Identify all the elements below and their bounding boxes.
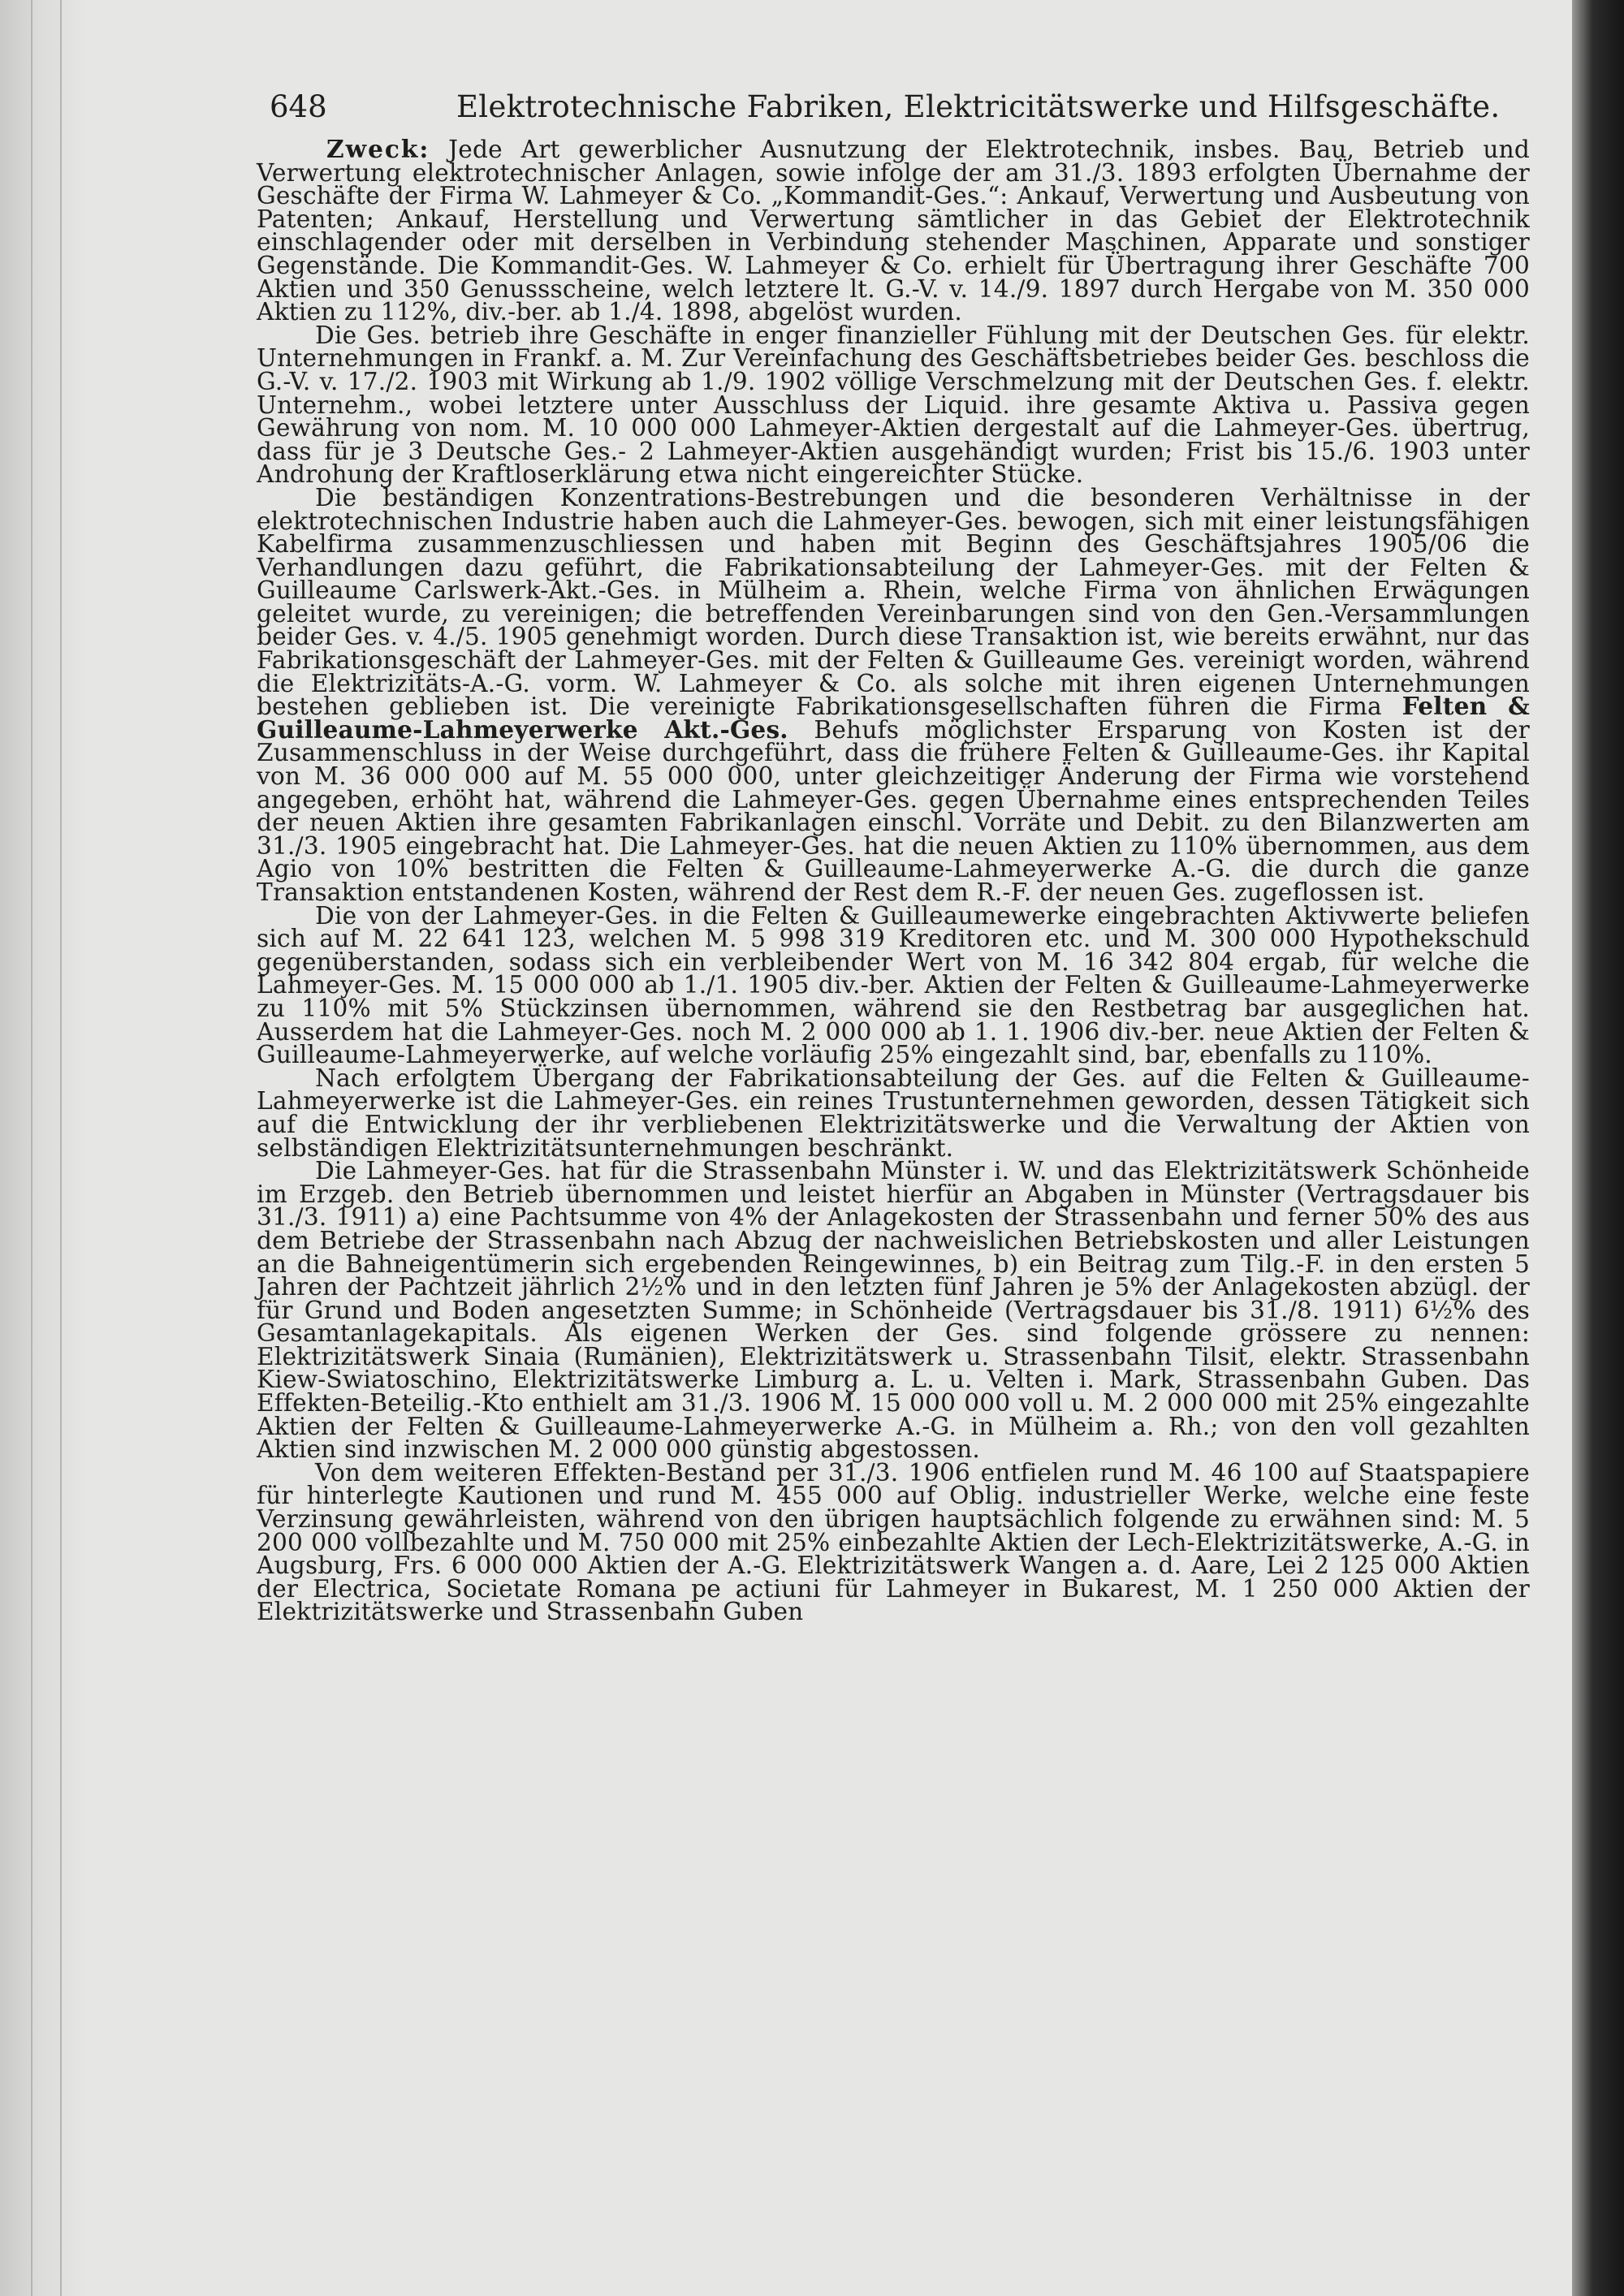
paragraph: Nach erfolgtem Übergang der Fabrikationsabteilung der Ges. auf die Felten & Guilleaume-Lahmeyerwerke ist die Lahmeyer-Ges. ein reines Trustunternehmen geworden, dessen Tätigkeit sich auf die Entwicklung der ihr verbliebenen Elektrizitätswerke und die Verwaltung der Aktien von selbständigen Elektrizitätsunternehmungen beschränkt. [257, 1064, 1530, 1162]
zweck-label: Zweck: [326, 135, 430, 163]
binding-line [31, 0, 32, 2296]
running-title: Elektrotechnische Fabriken, Elektricitätswerke und Hilfsgeschäfte. [456, 89, 1501, 124]
paragraph: Von dem weiteren Effekten-Bestand per 31./3. 1906 entfielen rund M. 46 100 auf Staatspapiere für hinterlegte Kautionen und rund M. 455 000 auf Oblig. industrieller Werke, welche eine feste Verzinsung gewährleisten, während von den übrigen hauptsächlich folgende zu erwähnen sind: M. 5 200 000 vollbezahlte und M. 750 000 mit 25% einbezahlte Aktien der Lech-Elektrizitätswerke, A.-G. in Augsburg, Frs. 6 000 000 Aktien der A.-G. Elektrizitätswerk Wangen a. d. Aare, Lei 2 125 000 Aktien der Electrica, Societate Romana pe actiuni für Lahmeyer in Bukarest, M. 1 250 000 Aktien der Elektrizitätswerke und Strassenbahn Guben [257, 1458, 1530, 1626]
paragraph: Die Lahmeyer-Ges. hat für die Strassenbahn Münster i. W. und das Elektrizitätswerk Schönheide im Erzgeb. den Betrieb übernommen und leistet hierfür an Abgaben in Münster (Vertragsdauer bis 31./3. 1911) a) eine Pachtsumme von 4% der Anlagekosten der Strassenbahn und ferner 50% des aus dem Betriebe der Strassenbahn nach Abzug der nachweislichen Betriebskosten und aller Leistungen an die Bahneigentümerin sich ergebenden Reingewinnes, b) ein Beitrag zum Tilg.-F. in den ersten 5 Jahren der Pachtzeit jährlich 2½% und in den letzten fünf Jahren je 5% der Anlagekosten abzügl. der für Grund und Boden angesetzten Summe; in Schönheide (Vertragsdauer bis 31./8. 1911) 6½% des Gesamtanlagekapitals. Als eigenen Werken der Ges. sind folgende grössere zu nennen: Elektrizitätswerk Sinaia (Rumänien), Elektrizitätswerk u. Strassenbahn Tilsit, elektr. Strassenbahn Kiew-Swiatoschino, Elektrizitätswerke Limburg a. L. u. Velten i. Mark, Strassenbahn Guben. Das Effekten-Beteilig.-Kto enthielt am 31./3. 1906 M. 15 000 000 voll u. M. 2 000 000 mit 25% eingezahlte Aktien der Felten & Guilleaume-Lahmeyerwerke A.-G. in Mülheim a. Rh.; von den voll gezahlten Aktien sind inzwischen M. 2 000 000 günstig abgestossen. [257, 1157, 1530, 1464]
page-edge-shadow [1572, 0, 1624, 2296]
paragraph-merger [257, 483, 1530, 906]
book-binding-shadow [0, 0, 89, 2296]
paragraph-text: Jede Art gewerblicher Ausnutzung der Elektrotechnik, insbes. Bau, Betrieb und Verwertung elektrotechnischer Anlagen, sowie infolge der am 31./3. 1893 erfolgten Übernahme der Geschäfte der Firma W. Lahmeyer & Co. „Kommandit-Ges.“: Ankauf, Verwertung und Ausbeutung von Patenten; Ankauf, Herstellung und Verwertung sämtlicher in das Gebiet der Elektrotechnik einschlagender oder mit derselben in Verbindung stehender Maschinen, Apparate und sonstiger Gegenstände. Die Kommandit-Ges. W. Lahmeyer & Co. erhielt für Übertragung ihrer Geschäfte 700 Aktien und 350 Genussscheine, welch letztere lt. G.-V. v. 14./9. 1897 durch Hergabe von M. 350 000 Aktien zu 112%, div.-ber. ab 1./4. 1898, abgelöst wurden. [257, 136, 1530, 326]
binding-line [60, 0, 62, 2296]
body-text [257, 135, 1530, 1626]
page-number: 648 [270, 89, 327, 124]
firm-name: Felten & Guilleaume-Lahmeyerwerke Akt.-Ges. [257, 692, 1530, 744]
paragraph: Die Ges. betrieb ihre Geschäfte in enger finanzieller Fühlung mit der Deutschen Ges. für elektr. Unternehmungen in Frankf. a. M. Zur Vereinfachung des Geschäftsbetriebes beider Ges. beschloss die G.-V. v. 17./2. 1903 mit Wirkung ab 1./9. 1902 völlige Verschmelzung mit der Deutschen Ges. f. elektr. Unternehm., wobei letztere unter Ausschluss der Liquid. ihre gesamte Aktiva u. Passiva gegen Gewährung von nom. M. 10 000 000 Lahmeyer-Aktien dergestalt auf die Lahmeyer-Ges. übertrug, dass für je 3 Deutsche Ges.- 2 Lahmeyer-Aktien ausgehändigt wurden; Frist bis 15./6. 1903 unter Androhung der Kraftloserklärung etwa nicht eingereichter Stücke. [257, 321, 1530, 489]
paragraph-zweck [257, 135, 1530, 326]
paragraph-text: Behufs möglichster Ersparung von Kosten ist der Zusammenschluss in der Weise durchgeführt, dass die frühere Felten & Guilleaume-Ges. ihr Kapital von M. 36 000 000 auf M. 55 000 000, unter gleichzeitiger Änderung der Firma wie vorstehend angegeben, erhöht hat, während die Lahmeyer-Ges. gegen Übernahme eines entsprechenden Teiles der neuen Aktien ihre gesamten Fabrikanlagen einschl. Vorräte und Debit. zu den Bilanzwerten am 31./3. 1905 eingebracht hat. Die Lahmeyer-Ges. hat die neuen Aktien zu 110% übernommen, aus dem Agio von 10% bestritten die Felten & Guilleaume-Lahmeyerwerke A.-G. die durch die ganze Transaktion entstandenen Kosten, während der Rest dem R.-F. der neuen Ges. zugeflossen ist. [257, 715, 1530, 906]
paragraph-text: Die beständigen Konzentrations-Bestrebungen und die besonderen Verhältnisse in der elektrotechnischen Industrie haben auch die Lahmeyer-Ges. bewogen, sich mit einer leistungsfähigen Kabelfirma zusammenzuschliessen und haben mit Beginn des Geschäftsjahres 1905/06 die Verhandlungen dazu geführt, die Fabrikationsabteilung der Lahmeyer-Ges. mit der Felten & Guilleaume Carlswerk-Akt.-Ges. in Mülheim a. Rhein, welche Firma von ähnlichen Erwägungen geleitet wurde, zu vereinigen; die betreffenden Vereinbarungen sind von den Gen.-Versammlungen beider Ges. v. 4./5. 1905 genehmigt worden. Durch diese Transaktion ist, wie bereits erwähnt, nur das Fabrikationsgeschäft der Lahmeyer-Ges. mit der Felten & Guilleaume Ges. vereinigt worden, während die Elektrizitäts-A.-G. vorm. W. Lahmeyer & Co. als solche mit ihren eigenen Unternehmungen bestehen geblieben ist. Die vereinigte Fabrikationsgesellschaften führen die Firma [257, 483, 1530, 721]
running-header [257, 84, 1530, 130]
paragraph: Die von der Lahmeyer-Ges. in die Felten & Guilleaumewerke eingebrachten Aktivwerte beliefen sich auf M. 22 641 123, welchen M. 5 998 319 Kreditoren etc. und M. 300 000 Hypothekschuld gegenüberstanden, sodass sich ein verbleibender Wert von M. 16 342 804 ergab, für welche die Lahmeyer-Ges. M. 15 000 000 ab 1./1. 1905 div.-ber. Aktien der Felten & Guilleaume-Lahmeyerwerke zu 110% mit 5% Stückzinsen übernommen, während sie den Restbetrag bar ausgeglichen hat. Ausserdem hat die Lahmeyer-Ges. noch M. 2 000 000 ab 1. 1. 1906 div.-ber. neue Aktien der Felten & Guilleaume-Lahmeyerwerke, auf welche vorläufig 25% eingezahlt sind, bar, ebenfalls zu 110%. [257, 901, 1530, 1069]
document-page [257, 84, 1530, 1626]
